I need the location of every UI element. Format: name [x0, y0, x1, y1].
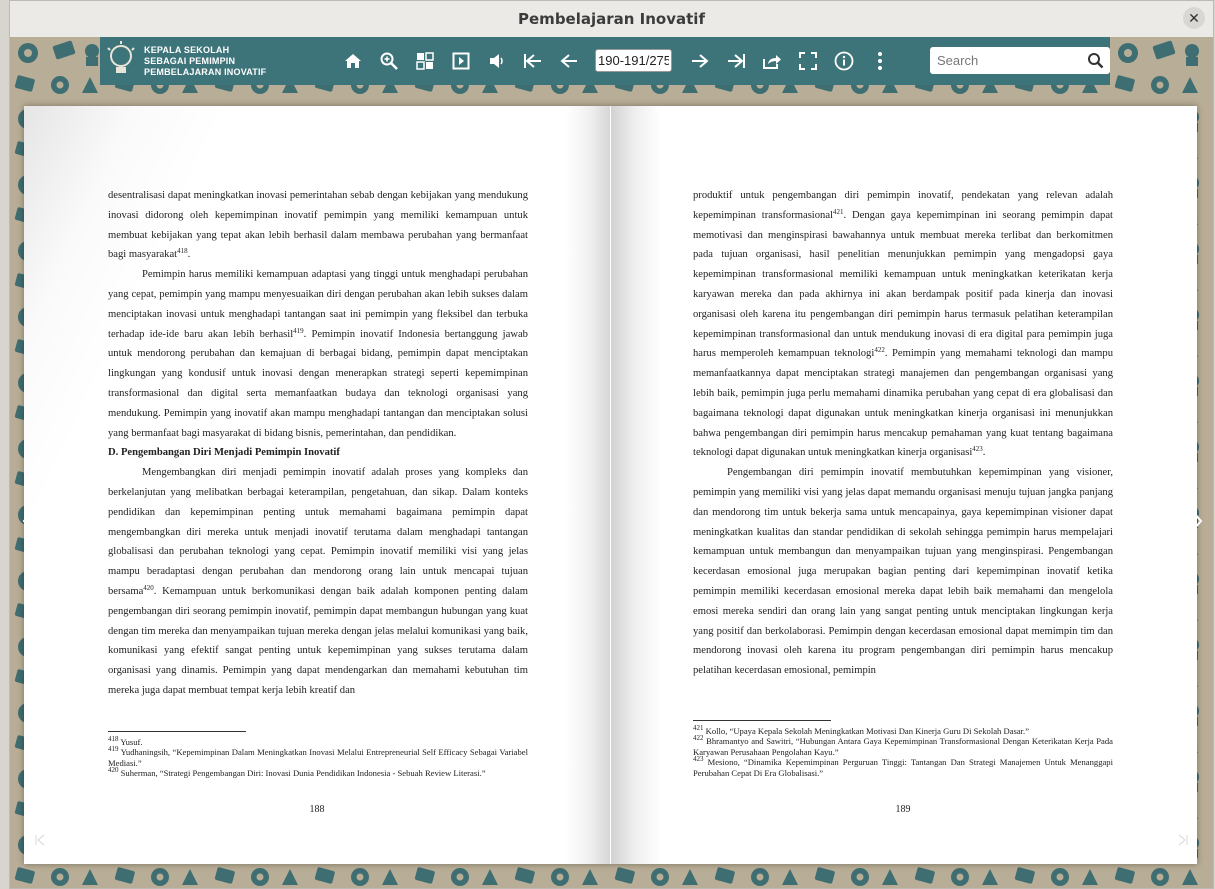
- text-run: . Pemimpin inovatif Indonesia bertanggung jawab untuk mendorong perubahan dan kemajuan di berbagai bidang, pemimpin dapat menciptakan lingkungan yang kondusif untuk inovasi dengan menerapkan strategi seperti kepemimpinan transformasional dan digital serta memanfaatkan budaya dan teknologi organisasi yang mendukung. Pemimpin yang inovatif akan mampu menghadapi tantangan dan menciptakan solusi yang bermanfaat bagi masyarakat di bidang bisnis, pemerintahan, dan pendidikan.: [108, 328, 528, 439]
- footnote-number: 418: [108, 735, 119, 743]
- page-number: 188: [309, 804, 325, 815]
- footnote-text: Kollo, “Upaya Kepala Sekolah Meningkatkan Motivasi Dan Kinerja Guru Di Sekolah Dasar.”: [703, 726, 1030, 736]
- home-button[interactable]: [341, 49, 365, 73]
- close-icon: ✕: [1188, 10, 1200, 26]
- auto-flip-button[interactable]: [449, 49, 473, 73]
- last-page-button[interactable]: [724, 49, 748, 73]
- window-title: Pembelajaran Inovatif: [518, 10, 705, 28]
- left-footnotes: [108, 737, 528, 779]
- search-button[interactable]: [1087, 52, 1104, 74]
- footnote-number: 422: [693, 734, 704, 743]
- section-heading: D. Pengembangan Diri Menjadi Pemimpin Inovatif: [108, 447, 340, 459]
- title-bar: [10, 1, 1213, 38]
- book-spread: [24, 106, 1197, 864]
- thumbnails-icon: [416, 52, 434, 70]
- first-page-corner[interactable]: [34, 833, 48, 847]
- close-window-button[interactable]: [1183, 7, 1205, 29]
- footnote: [108, 747, 528, 768]
- footnote-text: Mesiono, “Dinamika Kepemimpinan Perguruan Tinggi: Tantangan Dan Strategi Manajemen Untuk Menanggapi Perubahan Cepat Di Era Globalisasi.”: [693, 757, 1113, 778]
- footnote-ref: 423: [972, 445, 983, 454]
- brand-line: SEBAGAI PEMIMPIN: [144, 56, 236, 66]
- footnote: [108, 768, 528, 778]
- more-icon: [876, 51, 884, 71]
- right-page-body: [693, 186, 1113, 681]
- previous-page-icon: [560, 52, 578, 70]
- brand-line: KEPALA SEKOLAH: [144, 45, 230, 55]
- info-button[interactable]: [832, 49, 856, 73]
- next-page-icon: [691, 52, 709, 70]
- chevron-right-icon: [1190, 495, 1204, 547]
- last-page-icon: [726, 52, 746, 70]
- fullscreen-button[interactable]: [796, 49, 820, 73]
- sound-icon: [488, 52, 506, 70]
- text-run: . Kemampuan untuk berkomunikasi dengan baik adalah komponen penting dalam pengembangan diri seorang pemimpin inovatif, pemimpin dapat membangun hubungan yang kuat dengan tim mereka dan menyampaikan tujuan mereka dengan jelas melalui komunikasi yang baik, komunikasi yang efektif sangat penting untuk kepemimpinan yang sukses terutama dalam organisasi yang dinamis. Pemimpin yang dapat mendengarkan dan memahami kebutuhan tim mereka juga dapat membuat tempat kerja lebih kreatif dan: [108, 585, 528, 696]
- footnote: [693, 726, 1113, 736]
- first-page-button[interactable]: [521, 49, 545, 73]
- paragraph: [108, 265, 528, 443]
- info-icon: [834, 51, 854, 71]
- text-run: desentralisasi dapat meningkatkan inovasi pemerintahan sebab dengan kebijakan yang mendukung inovasi didorong oleh kepemimpinan inovatif pemimpin yang memiliki kemampuan untuk membuat kebijakan yang tepat akan lebih berhasil dalam membawa perubahan yang bermanfaat bagi masyarakat: [108, 190, 528, 261]
- paragraph: [108, 186, 528, 265]
- search-input[interactable]: [930, 47, 1080, 74]
- footnote-ref: 421: [833, 207, 844, 216]
- footnote-separator: [693, 720, 831, 721]
- right-page[interactable]: [611, 106, 1197, 864]
- left-page[interactable]: [24, 106, 610, 864]
- zoom-in-button[interactable]: [377, 49, 401, 73]
- zoom-in-icon: [379, 51, 399, 71]
- footnote-text: Yusuf.: [118, 737, 143, 747]
- footnote: [693, 736, 1113, 757]
- footnote-separator: [108, 731, 246, 732]
- fullscreen-icon: [799, 52, 817, 70]
- text-run: produktif untuk pengembangan diri pemimpin inovatif, pendekatan yang relevan adalah kepemimpinan transformasional: [693, 190, 1113, 221]
- previous-spread-arrow[interactable]: [20, 495, 50, 547]
- previous-page-button[interactable]: [557, 49, 581, 73]
- search-icon: [1087, 52, 1104, 69]
- share-icon: [762, 52, 782, 70]
- text-run: . Pemimpin yang memahami teknologi dan mampu memanfaatkannya dapat menciptakan strategi manajemen dan pengembangan organisasi yang lebih baik, pemimpin juga perlu memahami dinamika perubahan yang cepat di era globalisasi dan bagaimana teknologi dapat digunakan untuk meningkatkan kinerja organisasi ini menunjukkan bahwa pengembangan diri pemimpin harus mencakup pemahaman yang kuat tentang bagaimana teknologi dapat digunakan untuk meningkatkan kinerja organisasi: [693, 348, 1113, 459]
- auto-flip-icon: [452, 52, 470, 70]
- footnote-ref: 422: [874, 346, 885, 355]
- first-page-icon: [523, 52, 543, 70]
- footnote-ref: 420: [143, 583, 154, 592]
- sound-button[interactable]: [485, 49, 509, 73]
- text-run: Mengembangkan diri menjadi pemimpin inovatif adalah proses yang kompleks dan berkelanjutan yang melibatkan berbagai keterampilan, pengetahuan, dan sikap. Dalam konteks pendidikan dan kepemimpinan penting untuk memahami bagaimana pemimpin dapat mengembangkan diri mereka untuk menjadi inovatif terutama dalam menghadapi tantangan globalisasi dan perubahan teknologi yang cepat. Pemimpin inovatif memiliki visi yang jelas mampu beradaptasi dengan perubahan dan mendorong orang lain untuk mencapai tujuan bersama: [108, 467, 528, 597]
- brand-line: PEMBELAJARAN INOVATIF: [144, 67, 267, 77]
- footnote-ref: 418: [177, 247, 188, 256]
- first-page-corner-icon: [34, 833, 48, 847]
- footnote-text: Yudhaningsih, “Kepemimpinan Dalam Meningkatkan Inovasi Melalui Entrepreneurial Self Efficacy Sebagai Variabel Mediasi.”: [108, 747, 528, 768]
- lightbulb-logo-icon: [104, 40, 138, 80]
- footnote-number: 419: [108, 745, 119, 754]
- page-number: 189: [895, 804, 911, 815]
- footnote-number: 421: [693, 724, 704, 732]
- thumbnails-button[interactable]: [413, 49, 437, 73]
- text-run: .: [187, 249, 191, 261]
- paragraph: [693, 186, 1113, 463]
- text-run: Pemimpin harus memiliki kemampuan adaptasi yang tinggi untuk menghadapi perubahan yang cepat, pemimpin yang mampu menyesuaikan diri dengan perubahan akan lebih sukses dalam menciptakan inovasi untuk menghadapi tantangan saat ini pemimpin yang fleksibel dan terbuka terhadap ide-ide baru akan lebih berhasil: [108, 269, 528, 340]
- paragraph: Pengembangan diri pemimpin inovatif membutuhkan kepemimpinan yang visioner, pemimpin yang memiliki visi yang jelas dapat memandu organisasi menuju tujuan jangka panjang dan mendorong tim untuk bekerja sama untuk mencapainya, gaya kepemimpinan visioner dapat meningkatkan kualitas dan standar pendidikan di sekolah sehingga pemimpin harus mempelajari kemampuan untuk membangun dan menyampaikan tujuan yang menginspirasi. Pengembangan kecerdasan emosional juga merupakan bagian penting dari kepemimpinan inovatif ketika pemimpin memiliki kecerdasan emosional mereka dapat lebih baik memahami dan mengelola emosi mereka sendiri dan orang lain yang sangat penting untuk menciptakan lingkungan kerja yang positif dan berkolaborasi. Pemimpin dengan kecerdasan emosional dapat memimpin tim dan mendorong inovasi oleh karena itu program pengembangan diri pemimpin harus mencakup pelatihan kecerdasan emosional, pemimpin: [693, 467, 1113, 677]
- footnote: [693, 757, 1113, 778]
- footnote-number: 420: [108, 766, 119, 775]
- search-box: [930, 47, 1110, 74]
- last-page-corner-icon: [1175, 833, 1189, 847]
- brand-title: [144, 45, 266, 78]
- right-footnotes: [693, 726, 1113, 778]
- page-number-input[interactable]: [595, 49, 672, 72]
- flipbook-stage: [10, 37, 1213, 889]
- footnote: [108, 737, 528, 747]
- footnote-text: Suherman, “Strategi Pengembangan Diri: Inovasi Dunia Pendidikan Indonesia - Sebuah Review Literasi.”: [118, 768, 486, 779]
- app-window: [9, 0, 1214, 889]
- last-page-corner[interactable]: [1175, 833, 1189, 847]
- home-icon: [343, 51, 363, 71]
- toolbar: [100, 37, 1110, 85]
- brand-logo: [104, 40, 267, 82]
- left-page-body: [108, 186, 528, 701]
- next-page-button[interactable]: [688, 49, 712, 73]
- next-spread-arrow[interactable]: [1190, 495, 1204, 547]
- chevron-left-icon: [20, 495, 50, 547]
- footnote-text: Bhramantyo and Sawitri, “Hubungan Antara Gaya Kepemimpinan Transformasional Dengan Keterikatan Kerja Pada Karyawan Perusahaan Pengolahan Kayu.”: [693, 736, 1113, 757]
- text-run: .: [982, 447, 986, 459]
- paragraph: [108, 463, 528, 701]
- footnote-ref: 419: [293, 326, 304, 335]
- more-options-button[interactable]: [868, 49, 892, 73]
- share-button[interactable]: [760, 49, 784, 73]
- text-run: . Dengan gaya kepemimpinan ini seorang pemimpin dapat memotivasi dan menginspirasi bawahannya untuk membuat mereka terlibat dan berkomitmen pada tujuan organisasi, hasil penelitian menunjukkan pemimpin yang mengadopsi gaya kepemimpinan transformasional memiliki kemampuan untuk meningkatkan keterikatan kerja karyawan mereka dan pada akhirnya ini akan berdampak positif pada kinerja dan inovasi organisasi oleh karena itu pengembangan diri pemimpin harus termasuk pelatihan keterampilan kepemimpinan transformasional dan untuk mendukung inovasi di era digital para pemimpin juga harus memperoleh kemampuan teknologi: [693, 209, 1113, 360]
- footnote-number: 423: [693, 755, 704, 764]
